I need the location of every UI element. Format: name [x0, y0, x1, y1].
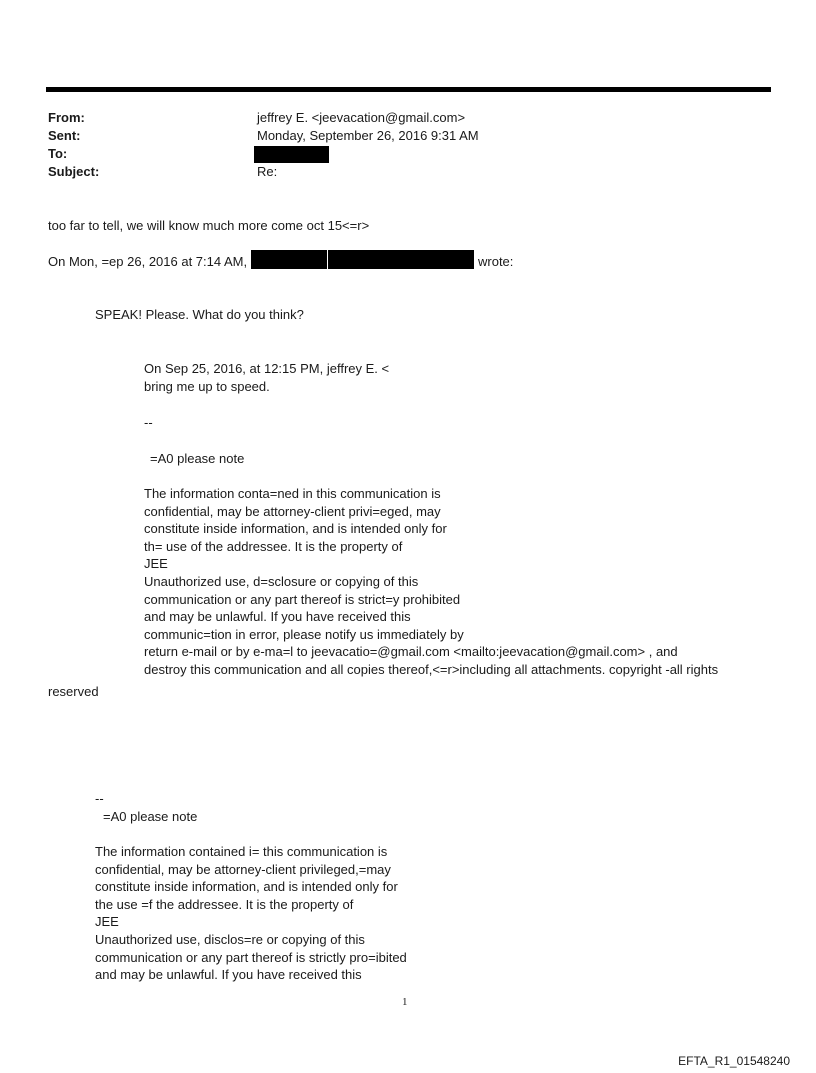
speak-line: SPEAK! Please. What do you think?: [95, 307, 304, 322]
subject-label: Subject:: [48, 164, 100, 179]
disclaimer-block-1: [144, 485, 718, 679]
disclaimer-line: The information contained i= this communication is: [95, 844, 388, 859]
from-label: From:: [48, 110, 85, 125]
disclaimer-line: destroy this communication and all copies thereof,<=r>including all attachments. copyright -all rights: [144, 661, 719, 677]
disclaimer-block-2: [95, 843, 407, 984]
signature-dashes-2: --: [95, 791, 104, 806]
disclaimer-line: return e-mail or by e-ma=l to jeevacatio=@gmail.com <mailto:jeevacation@gmail.com> , and: [144, 644, 678, 660]
sender-redaction-2: [328, 250, 474, 269]
inner-intro-line-1: On Sep 25, 2016, at 12:15 PM, jeffrey E. <: [144, 361, 390, 376]
disclaimer-line: The information conta=ned in this communication is: [144, 486, 441, 501]
sent-label: Sent:: [48, 128, 81, 143]
sender-redaction-1: [251, 250, 327, 269]
please-note-1: =A0 please note: [150, 451, 245, 466]
please-note-2: =A0 please note: [103, 809, 198, 824]
page-number: 1: [402, 996, 408, 1008]
disclaimer-line: constitute inside information, and is intended only for: [144, 521, 447, 537]
quote-intro-prefix: On Mon, =ep 26, 2016 at 7:14 AM,: [48, 254, 248, 269]
subject-value: Re:: [257, 164, 278, 179]
disclaimer-line: constitute inside information, and is intended only for: [95, 879, 398, 895]
to-label: To:: [48, 146, 68, 161]
disclaimer-line: communication or any part thereof is strict=y prohibited: [144, 591, 461, 607]
disclaimer-line: confidential, may be attorney-client privi=eged, may: [144, 503, 441, 519]
disclaimer-line: JEE: [144, 556, 168, 572]
disclaimer-line: Unauthorized use, d=sclosure or copying of this: [144, 573, 419, 589]
bates-number: EFTA_R1_01548240: [678, 1054, 790, 1068]
disclaimer-line: communication or any part thereof is strictly pro=ibited: [95, 949, 407, 965]
inner-intro-line-2: bring me up to speed.: [144, 379, 270, 394]
to-redaction: [254, 146, 329, 163]
quote-intro-suffix: wrote:: [478, 254, 514, 269]
disclaimer-line: and may be unlawful. If you have received this: [144, 609, 411, 625]
reserved-word: reserved: [48, 684, 99, 699]
disclaimer-line: and may be unlawful. If you have received this: [95, 967, 362, 983]
reply-text: too far to tell, we will know much more come oct 15<=r>: [48, 218, 370, 233]
signature-dashes-1: --: [144, 415, 153, 430]
sent-value: Monday, September 26, 2016 9:31 AM: [257, 128, 479, 143]
disclaimer-line: Unauthorized use, disclos=re or copying of this: [95, 931, 365, 947]
from-value: jeffrey E. <jeevacation@gmail.com>: [257, 110, 466, 125]
disclaimer-line: th= use of the addressee. It is the property of: [144, 538, 403, 554]
header-rule: [46, 87, 771, 92]
disclaimer-line: JEE: [95, 914, 119, 930]
disclaimer-line: the use =f the addressee. It is the property of: [95, 896, 354, 912]
disclaimer-line: confidential, may be attorney-client privileged,=may: [95, 861, 391, 877]
disclaimer-line: communic=tion in error, please notify us immediately by: [144, 626, 464, 642]
